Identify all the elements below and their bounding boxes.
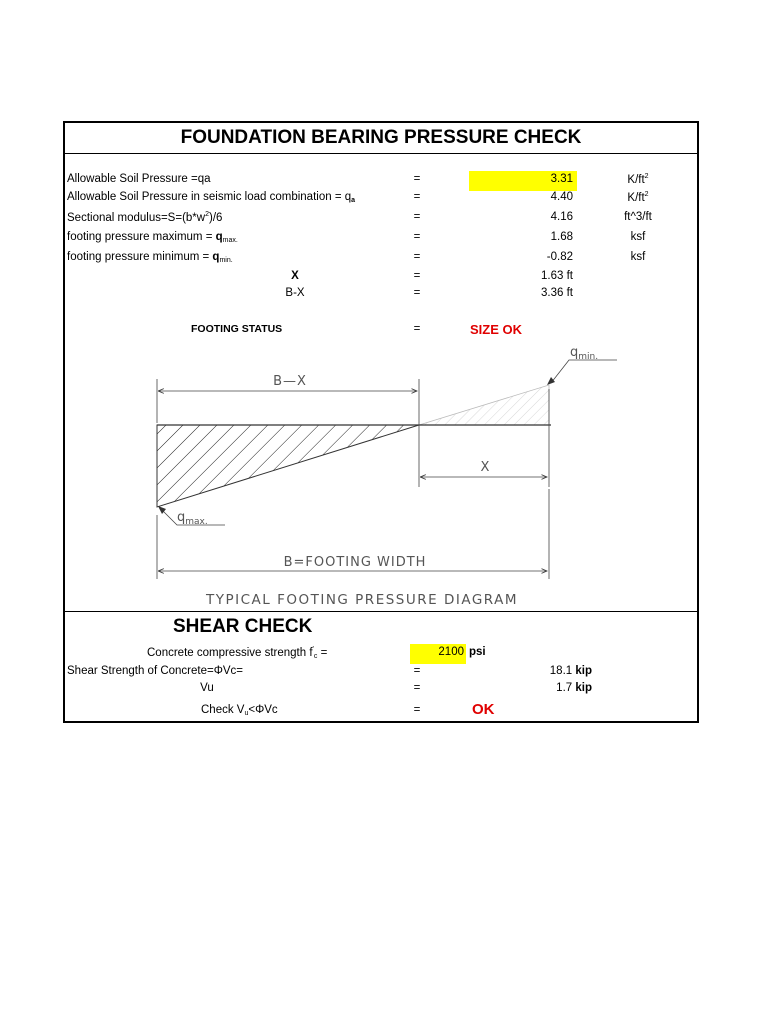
row-pressure-max <box>65 231 697 249</box>
vu-label: Vu <box>200 682 214 694</box>
qmin-label: $q_{min.}$ <box>570 345 599 362</box>
row-label: B-X <box>285 287 305 299</box>
value-cell <box>469 189 577 209</box>
value-cell-highlighted[interactable] <box>469 171 577 191</box>
tension-region <box>419 385 549 425</box>
row-unit: ksf <box>630 251 646 263</box>
row-label: Allowable Soil Pressure in seismic load combination = $q_a$ <box>67 191 356 204</box>
row-sectional-modulus <box>65 211 697 229</box>
shear-check-result: OK <box>472 701 495 718</box>
row-label: Allowable Soil Pressure =qa <box>67 173 211 185</box>
row-label: footing pressure maximum = $q_{max.}$ <box>67 231 238 244</box>
qmax-label: $q_{max.}$ <box>177 510 208 527</box>
vc-label: Shear Strength of Concrete=ΦVc= <box>67 665 244 677</box>
row-value: 3.36 ft <box>541 287 573 299</box>
row-equals: = <box>413 270 421 282</box>
row-equals: = <box>413 231 421 243</box>
row-unit: ksf <box>630 231 646 243</box>
row-equals: = <box>413 211 421 223</box>
fc-value-cell[interactable] <box>410 644 466 664</box>
row-value: -0.82 <box>546 251 573 263</box>
row-allowable-soil-pressure <box>65 173 697 191</box>
check-label: Check $V_u<\Phi Vc$ <box>201 704 278 717</box>
value-cell <box>469 249 577 269</box>
qmin-leader <box>551 360 617 383</box>
row-shear-check <box>65 701 697 722</box>
foundation-check-sheet <box>63 121 699 723</box>
row-value: 4.16 <box>550 211 573 223</box>
diagram-caption: TYPICAL FOOTING PRESSURE DIAGRAM <box>205 592 519 608</box>
row-label: X <box>291 270 299 282</box>
row-equals: = <box>413 191 421 203</box>
value-cell <box>469 229 577 249</box>
compression-region <box>157 425 419 507</box>
row-equals: = <box>413 251 421 263</box>
row-vu <box>65 682 697 700</box>
x-label: X <box>480 460 490 475</box>
row-b-minus-x <box>65 287 697 305</box>
row-equals: = <box>413 173 421 185</box>
shear-title: SHEAR CHECK <box>173 616 313 637</box>
row-concrete-strength <box>65 646 697 664</box>
sheet-title: FOUNDATION BEARING PRESSURE CHECK <box>65 123 697 154</box>
fc-unit: psi <box>469 646 486 658</box>
row-label: footing pressure minimum = $q_{min.}$ <box>67 251 233 264</box>
row-equals: = <box>413 665 421 677</box>
row-equals: = <box>413 682 421 694</box>
footing-pressure-diagram <box>65 339 697 609</box>
row-unit: $K/ft^2$ <box>627 173 649 186</box>
row-unit: $K/ft^2$ <box>627 191 649 204</box>
bx-label: B—X <box>273 374 307 389</box>
row-equals: = <box>413 704 421 716</box>
vc-value: 18.1 kip <box>549 665 592 677</box>
b-label: B=FOOTING WIDTH <box>283 555 427 570</box>
row-shear-strength <box>65 665 697 683</box>
footing-status-value: SIZE OK <box>470 322 523 337</box>
value-cell <box>469 285 577 305</box>
fc-label: Concrete compressive strength $f'_c$ = <box>147 646 328 660</box>
row-unit: ft^3/ft <box>624 211 652 223</box>
row-value: 1.68 <box>550 231 573 243</box>
row-value: 3.31 <box>550 173 573 185</box>
row-value: 4.40 <box>550 191 573 203</box>
row-pressure-min <box>65 251 697 269</box>
row-label: Sectional $modulus=S=(b*w^2)/6$ <box>67 211 223 224</box>
row-seismic-soil-pressure <box>65 191 697 209</box>
row-equals: = <box>413 323 421 335</box>
fc-value: 2100 <box>438 646 464 658</box>
value-cell <box>469 209 577 229</box>
footing-status-label: FOOTING STATUS <box>191 323 283 335</box>
shear-check-section <box>65 611 697 722</box>
vu-value: 1.7 kip <box>556 682 592 694</box>
row-x <box>65 270 697 288</box>
row-equals: = <box>413 287 421 299</box>
row-value: 1.63 ft <box>541 270 573 282</box>
